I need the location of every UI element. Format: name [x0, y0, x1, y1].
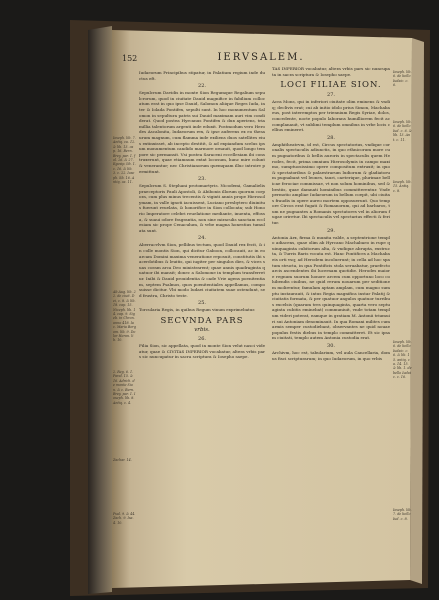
intro-paragraph: Iudaeorum Principibus stipatur, in Palatium regium inde ductus eft. — [139, 70, 265, 81]
margin-note-27: Ioseph. lib. 6. de bello Iud. c. 6. & lib. 13. Ant. c. 11. — [393, 120, 412, 142]
section-25-text: Torcularia Regis, in quibus Regum vinum exprimebatur. — [139, 307, 256, 313]
part-title: SECVNDA PARS — [160, 315, 244, 326]
continued-paragraph: TAS INFERIOR vocabatur, altera vrbis pars sic nuncupata in sacra scriptura & Iosepho saepe. — [272, 66, 390, 77]
margin-note-25: Zachar. 14. — [113, 458, 132, 462]
running-header — [122, 52, 400, 66]
margin-note-22: Ioseph. lib. 7. Antiq. ca. 12. & lib. 13. cap. 16. Bern. Brey. par. 1. fol. 26. & 27. Egesip. lib. 1. c. 16. & lib. 3. c. 22. Ioseph. lib. 16. Antiq. ca. 11. — [113, 136, 136, 185]
margin-note-23: Ab Aug. lib. 22. de ciuit. Dei, c. 8. & lib. 18. cap. 15. Niceph. lib. 14. cap. 9. Sigeb. in Chron. anno 418. Iac. Maria Bergom. lib. 9. Dolor Heron. lib. 10. — [113, 290, 136, 343]
section-number-23: 23. — [198, 176, 206, 183]
book-spine-gutter — [88, 26, 112, 594]
section-number-26: 26. — [198, 335, 206, 342]
book-page — [112, 40, 412, 580]
section-28-text: Amphitheatrvm, id est, Circus spectatorius, vndique coronalis spectaculis adiunctis, in quo ethnicorum more cum pugnatoribus & bellis auroris in spectaculis quem Herodes, fecit, prima omnium Hierosolymis in campo maximo, sumptuosissimo opere compositum extruxit; in quo & spectatoribus & palaestrarum ludiorum & gladiatorum pugnabant vel leones, tauri, caeterique, plurimae bellicae ferociae commissae, vt non solum hominibus, sed & bestiis, quae damnati hominibus committerentur. Vnde permotio ampliae Iudaeorum in bellum coepit, ubi ciuitas fraudis in opere aureo mortem opposuerunt. Quo tempore Circos erat fugati & Romanorum, qui ad barbaros, tum ne pugnantes a Romanis spectatores vel in aliorum fugae oriretur. Ibi spectaculis vel spectarius effecti & feritur. — [272, 141, 390, 226]
section-title: LOCI FILIAE SION. — [280, 80, 382, 91]
section-29-text: Antonia Arx, firma & munita valde, a septentrione templo adiacens, quae olim ab Hyrcano Machabaeo in rupe quinquaginta cubitorum alta, & vndique abrupta, exstructa, & Turris Baris vocata est. Hanc Pontifices a Machabaeis orti vsq; ad Herodem incoluerunt; in cella ad hoc spatum structa, in qua Pontificis stola seruabatur, praefecto arcis ascendentes ibi lucernam quotidie. Herodes maiore regnum suorum honore arcem cum opportuno loco cohibendis ciuibus, ne quid rerum nouarum per seditionem molirentur, famulam aptam amplam, cum magno sumptu instaurauit, & intus Regia magnifica instar Palatij & ciuitatis formata, & per quatuor angulos quatuor turribus excelsis (quarum tres quinquaginta, quarta vero septuaginta cubitis eminebat) communiuit, vnde totam templum videri poterat, eamque in gratiam M. Antonii triumuiri sui Antoniam denominauit. In qua Romani milites cum armis semper custodiebant, observantes ne quid nouae populus festis diebus in templo committeret. Et sic ipsam ciuitati, templo autem Antonia custodia erat. — [272, 234, 390, 341]
margin-note-26: Psal. 9. & 44. Zach. 9. Isa. 4. 10. — [113, 512, 136, 525]
section-number-25: 25. — [198, 300, 206, 307]
margin-note-top: Ioseph. lib. 6. de bello Iudaic. c. 6. — [393, 70, 412, 88]
section-number-29: 29. — [327, 227, 335, 234]
margin-note-29: Ioseph. lib. 6. de bello Iudaic. c. 6. & lib. 15. antiq. ca. 14. 15. & lib. 1. de bello Iudaic. c. 16. — [393, 340, 412, 380]
section-27-text: Acra Mons, qui in inferiori ciuitate olim eminens & vndiq; declivis erat; cui ab initio idolo prius Simon, Machabaeus, post interemptos per triennium Regis Syriae, dolos, concedente, nocte populo laborans humilliorem fecit ac complanauit, vt sublimi templum omnibus in vrbe locis cellius emineret. — [272, 99, 390, 133]
running-title: IERVSALEM. — [217, 52, 305, 63]
page-edges — [410, 38, 424, 584]
section-30-text: Archivm, hoc est, tabularium, vel aula Cancellaria, domus fisci scripturarum; in quo Iudaeorum, in quo vrbis — [272, 349, 390, 361]
section-number-27: 27. — [327, 92, 335, 99]
section-26-text: Filia Sion, sic appellata, quod in monte Sion velut nasci videatur, quae & CIVITAS INFERIOR vocabatur, altera vrbis pars sic nuncupatur in sacra scriptura & Iosepho saepe. — [139, 342, 265, 360]
section-number-28: 28. — [327, 134, 335, 141]
section-number-24: 24. — [198, 235, 206, 242]
section-24-text: Aberracvlvm Sion, pellibus tectum, quod Dauid rex fecit, & in colle montis Sion, qui dicitur Gaboon, collocauit, ac in eo arcam Domini maxima veneratione reposuit, constitutis ibi sacerdotibus & leuitis, qui iugiter per singulos dies, & vices suas coram arca Deo ministrarent; quae annis quadraginta quatuor ibi mansit; donec a Salomone in templum transferretur. Inibi & Dauid prouidentia & cade Vrie agens poenitentiam, septem Psalmos, quos poenitentiales appellamus, composuisse dicitur. Vbi modo Iudaei ciuitatem suae ostendunt, sed frustra, Christo teste. — [139, 242, 265, 298]
section-number-30: 30. — [327, 342, 335, 349]
section-22-text: Sepulcrum Davidis in monte Sion Regumque Regalium sepulcrorum, quod in ciuitate Dauid magnifice in fabilium collocatum erat in quo ipse Dauid, Salomon aliique Reges Iuda, inter & Iolada Pontifex, sepulti sunt. In hoc monumentum Salomon in sepultura patris sui Dauid maximam auri vim condiderat. Quod postea Hyrcanus Pontifex & dux aperiens, tria millia talentorum argenti inde eduxit. Postmodum vero Herodes Ascalonita, Iudaeorum rex, & ipse auferens ex eo thesaurum magnum, cum flamma inde exiliens duos satellites eius extinxisset, ab incepto destitit, & ad expiandum scelus ipsum monumentum candido marmore ornauit, quod longo tempore sic permansit. Vsi postea Saraceni eccellesiam ibi construxerunt, quae etiamnum extat Iocosum, hunc mire colunt & venerantur; nec Christianorum quemquam illuc introire permittunt. — [139, 90, 265, 174]
right-column — [272, 66, 390, 362]
left-column — [139, 70, 265, 361]
section-23-text: Sepulcrum S. Stephani protomartyris. Nicodemi, Gamalielis praeceptoris Pauli Apostoli, & Abibonis illorum quorum corpora, cum plus minus trecentis & viginti annis prope Hierosolymam, in valle ignoti iacuissent, Luciano presbytero diuinitus fuerunt reuelata, & honorifice in Sion collocata; sub Honorio Imperatore celebri reuelatione mediante, inuenta, effossa, & suaui odore fragrantia, non sine miraculis sanctam ecclesiam sic prope Cenaculum, & vrbe magna honestius tumulata sunt. — [139, 183, 265, 233]
margin-note-30: Ioseph. lib. 7. de bello Iud. c. 8. — [393, 508, 412, 521]
section-number-22: 22. — [198, 83, 206, 90]
part-subtitle: vrbis. — [194, 326, 210, 333]
margin-note-24: 2. Reg. 6. 1. Paral. 15. & 16. Adrich. de monte Sion. & c. Bern. Brey. par. 1. Ioseph. lib. 8. Antiq. c. 4. — [113, 370, 136, 405]
margin-note-28: Ioseph. lib. 15. Antiq. c. 8. — [393, 180, 412, 193]
page-number: 152 — [122, 54, 138, 63]
